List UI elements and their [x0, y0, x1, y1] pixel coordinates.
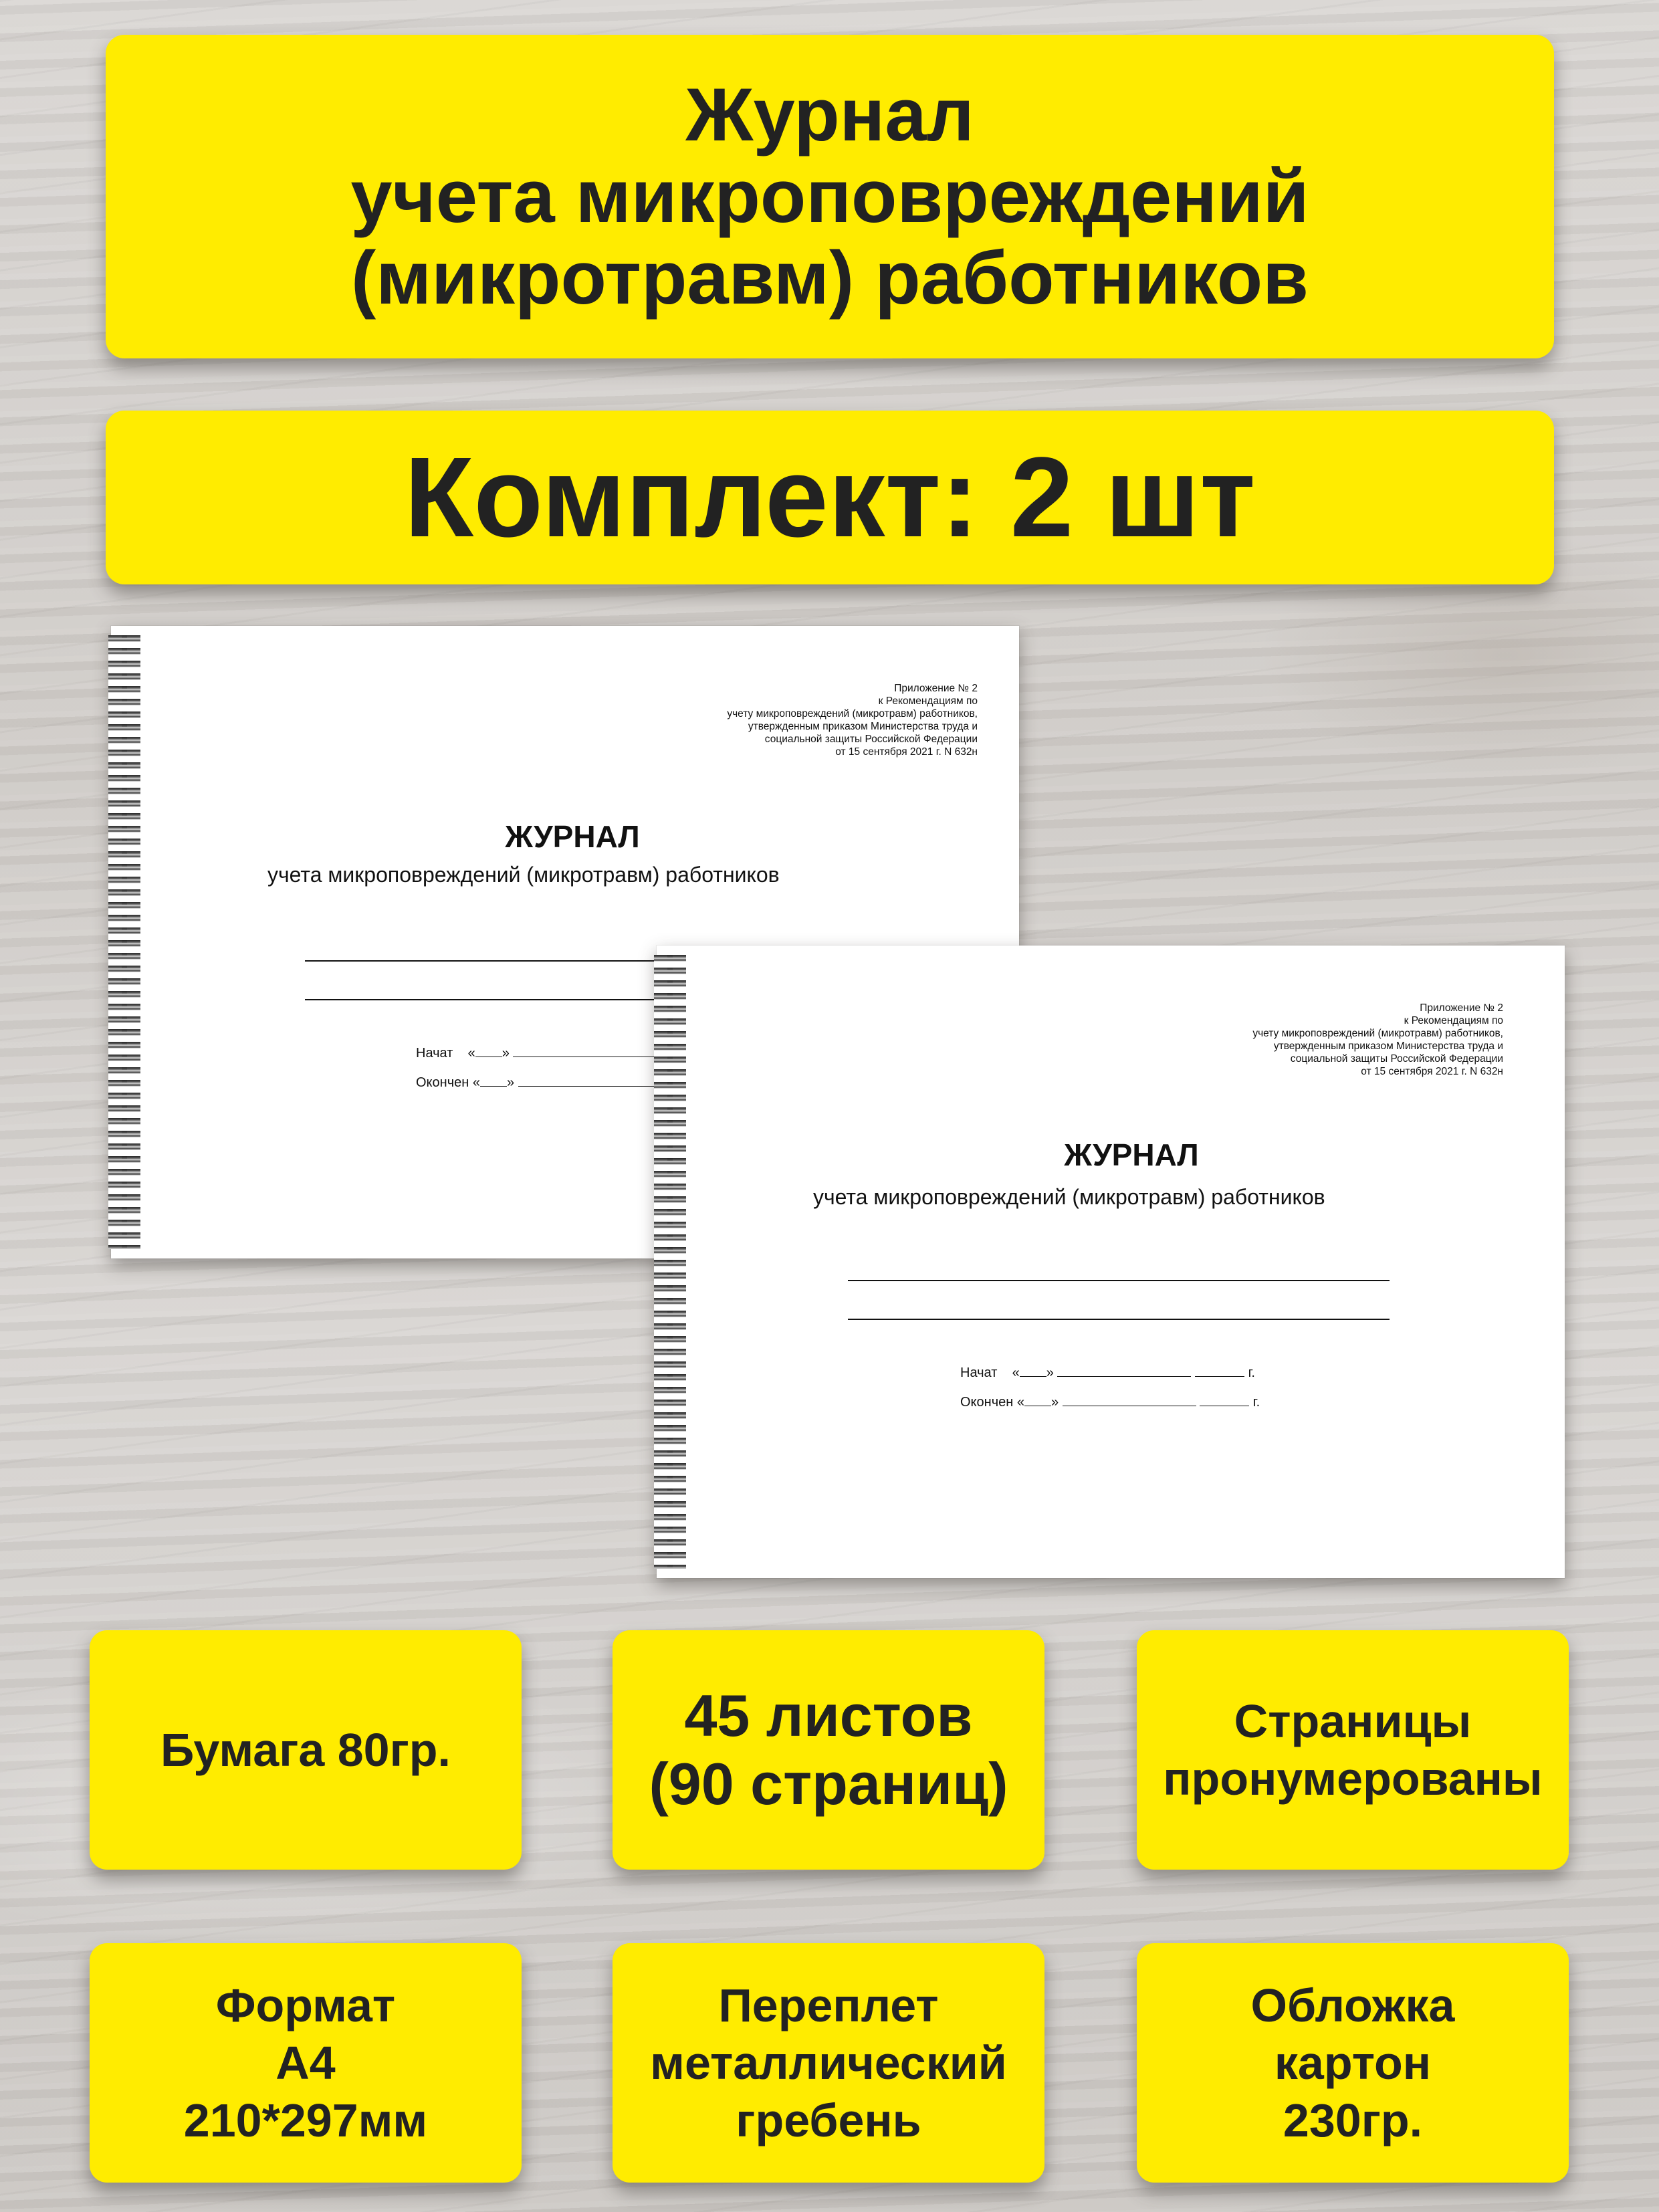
feature-numbered-text: пронумерованы [1163, 1753, 1543, 1805]
blank-line [848, 1319, 1390, 1320]
feature-sheets-text: 45 листов [684, 1682, 973, 1749]
product-title-line: учета микроповреждений [350, 154, 1309, 238]
ended-label: Окончен [416, 1075, 469, 1090]
feature-binding-text: металлический [650, 2037, 1007, 2089]
quote-close: » [502, 1046, 510, 1061]
started-line [416, 1044, 673, 1061]
feature-sheets-text: (90 страниц) [649, 1751, 1008, 1817]
feature-binding-text: Переплет [718, 1979, 939, 2031]
started-line [960, 1364, 1255, 1381]
journal-book-front [657, 946, 1565, 1578]
appendix-line: утвержденным приказом Министерства труда и [748, 721, 978, 732]
spiral-binding [108, 635, 140, 1249]
title-banner [106, 35, 1554, 358]
feature-cover [1137, 1943, 1569, 2183]
feature-sheets [613, 1630, 1044, 1870]
feature-format [90, 1943, 522, 2183]
appendix-line: Приложение № 2 [1420, 1002, 1503, 1014]
kit-label: Комплект: 2 шт [404, 434, 1256, 561]
appendix-line: утвержденным приказом Министерства труда и [1273, 1040, 1503, 1052]
appendix-line: к Рекомендациям по [878, 695, 978, 707]
quote-close: » [1046, 1365, 1054, 1380]
year-suffix: г. [1248, 1365, 1255, 1380]
spiral-binding [654, 955, 686, 1569]
feature-numbered [1137, 1630, 1569, 1870]
blank-line [848, 1280, 1390, 1281]
appendix-line: учету микроповреждений (микротравм) работников, [1252, 1028, 1503, 1039]
ended-line [416, 1074, 679, 1091]
ended-label: Окончен [960, 1395, 1014, 1410]
quote-close: » [506, 1075, 515, 1090]
journal-title: ЖУРНАЛ [1064, 1137, 1199, 1172]
appendix-line: от 15 сентября 2021 г. N 632н [1361, 1066, 1503, 1077]
journal-subtitle: учета микроповреждений (микротравм) работников [813, 1185, 1325, 1209]
appendix-line: Приложение № 2 [894, 683, 978, 694]
quote-open: « [472, 1075, 480, 1090]
product-title [350, 74, 1309, 319]
ended-line [960, 1394, 1260, 1410]
appendix-line: социальной защиты Российской Федерации [764, 734, 978, 745]
quote-close: » [1050, 1395, 1059, 1410]
feature-format-text: 210*297мм [183, 2094, 428, 2146]
feature-binding-text: гребень [736, 2094, 921, 2146]
journal-subtitle: учета микроповреждений (микротравм) работников [267, 863, 780, 887]
appendix-line: социальной защиты Российской Федерации [1290, 1053, 1503, 1065]
feature-format-text: Формат [215, 1979, 396, 2031]
product-title-line: (микротравм) работников [351, 236, 1309, 320]
feature-paper-text: Бумага 80гр. [160, 1724, 451, 1776]
kit-banner [106, 411, 1554, 584]
appendix-note [1102, 1002, 1503, 1078]
year-suffix: г. [1252, 1395, 1260, 1410]
appendix-line: от 15 сентября 2021 г. N 632н [835, 746, 978, 758]
feature-paper [90, 1630, 522, 1870]
quote-open: « [1016, 1395, 1024, 1410]
feature-cover-text: 230гр. [1283, 2094, 1423, 2146]
appendix-line: учету микроповреждений (микротравм) работников, [727, 708, 978, 720]
journal-title: ЖУРНАЛ [505, 819, 640, 854]
product-title-line: Журнал [685, 73, 974, 156]
quote-open: « [467, 1046, 475, 1061]
feature-numbered-text: Страницы [1234, 1695, 1472, 1747]
appendix-note [576, 682, 978, 758]
started-label: Начат [416, 1046, 453, 1061]
feature-format-text: А4 [275, 2037, 336, 2089]
feature-cover-text: картон [1274, 2037, 1432, 2089]
feature-cover-text: Обложка [1250, 1979, 1455, 2031]
feature-binding [613, 1943, 1044, 2183]
quote-open: « [1012, 1365, 1020, 1380]
appendix-line: к Рекомендациям по [1404, 1015, 1503, 1026]
started-label: Начат [960, 1365, 998, 1380]
